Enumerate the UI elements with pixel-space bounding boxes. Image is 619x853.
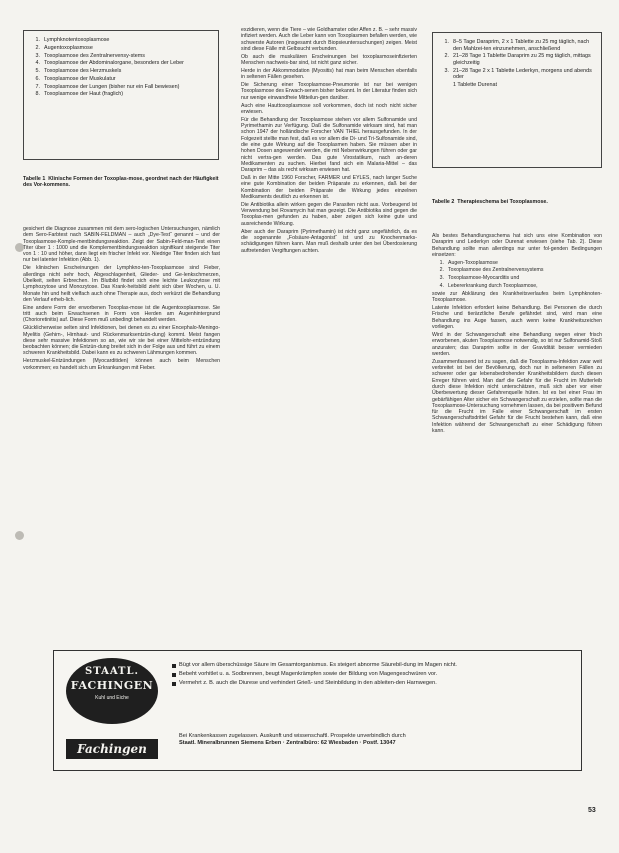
table-2-caption-text: Therapieschema bei Toxoplasmose. xyxy=(457,199,548,205)
list-item xyxy=(437,68,597,81)
list-item-number: 1. xyxy=(35,37,40,43)
table-2-list xyxy=(437,39,597,89)
table-1 xyxy=(23,30,219,160)
paragraph: Die klinischen Erscheinungen der Lymphkno-ten-Toxoplasmose sind Fieber, allerdings nicht sehr hoch, Abgeschlagenheit, Glieder- und Ge-lenkschmerzen, Übelkeit, selten Erbrechen. Im Blutbild findet sich eine leichte Leukozytose mit Lymphozytose und Monozytose. Das Krank-heitsbild zieht sich über Wochen, u. U. Monate hin und heilt vielfach auch ohne Therapie aus, doch verkürzt die Behandlung den Verlauf erheb-lich. xyxy=(23,265,220,303)
list-item xyxy=(432,275,602,281)
list-item-text: Toxoplasmose der Muskulatur xyxy=(44,75,116,82)
paragraph: exzidieren, wenn die Tiere – wie Goldhamster oder Affen z. B. – sehr massiv infiziert werden. Auch die Leber kann von Toxoplasmen befallen werden, wie schwerste Autoren (insgesamt durch Biopsieuntersuchungen) zeigen. Meist sind diese Fälle mit Gelbsucht verbunden. xyxy=(241,27,417,52)
fachingen-seal xyxy=(66,658,158,724)
seal-middle-text: FACHINGEN xyxy=(70,679,154,692)
list-item xyxy=(28,68,214,75)
list-item xyxy=(437,39,597,52)
list-item-text: Lymphknotentoxoplasmose xyxy=(44,37,110,43)
list-item-number: 3. xyxy=(439,274,444,281)
list-item-text: Toxoplasmose der Abdominalorgane, besonders der Leber xyxy=(44,60,184,67)
ad-bullet-list xyxy=(172,662,570,689)
seal-top-text: STAATL. xyxy=(84,666,140,677)
list-item xyxy=(28,37,214,44)
paragraph: Ob auch die muskulären Erscheinungen bei toxoplasmoseinfizierten Menschen nachweis-bar sind, ist nicht ganz sicher. xyxy=(241,53,417,67)
paragraph: Die Sicherung einer Toxoplasmose-Pneumonie ist nur bei wenigen Toxoplasmose des Erwach-senen bisher bekannt. In der Literatur finden sich nur wenige einwandfreie Mitteilun-gen darüber. xyxy=(241,82,417,101)
list-item-number: 1. xyxy=(439,259,444,266)
ad-footer xyxy=(179,733,577,747)
list-item-number xyxy=(437,82,453,89)
list-item xyxy=(28,84,214,91)
list-item-text: 1 Tablette Durenat xyxy=(453,82,497,89)
page-number: 53 xyxy=(588,807,596,814)
paragraph: Glücklicherweise selten sind Infektionen, bei denen es zu einer Encephalo-Meningo-Myelitis (Gehirn-, Hirnhaut- und Rückenmarksentzün-dung) kommt. Meist fangen diese sehr massive Infektionen so an, wie wir sie bei einer Mittelohr-entzündung beobachten können; die Entzün-dung breitet sich in der Folge aus und führt zu einem schweren Krankheitsbild. Dabei kann es zu schweren Lähmungen kommen. xyxy=(23,325,220,357)
advertisement-box xyxy=(53,650,582,771)
list-item-text: 8–5 Tage Daraprim, 2 x 1 Tablette zu 25 mg täglich, nach den Mahlzei-ten einzunehmen, anschließend xyxy=(453,39,590,52)
list-item xyxy=(432,260,602,266)
column-3-text xyxy=(432,233,602,622)
list-item-number: 1. xyxy=(444,39,449,45)
seal-bottom-text: Kuhl und Eiche xyxy=(95,695,129,701)
paragraph: Die Antibiotika allein wirken gegen die Parasiten nicht aus. Vorbeugend ist Verwendung bei Rovamycin hat man gezeigt. Die Antibiotika sind gegen die Toxoplas-men gefunden zu haben, aber zeigen sich keine gute und ausreichende Wirkung. xyxy=(241,201,417,227)
list-item-text: Toxoplasmose des Zentralnervensy-stems xyxy=(44,52,145,59)
paragraph: Wird in der Schwangerschaft eine Behandlung wegen einer frisch erworbenen, akuten Toxoplasmose notwendig, so ist nur Sulfonamid-Stoß anzuraten; das Daraprim sollte in der Gravidität besser vermieden werden. xyxy=(432,331,602,357)
table-2-caption xyxy=(432,199,602,205)
paragraph: Zusammenfassend ist zu sagen, daß die Toxoplasma-Infektion zwar weit verbreitet ist bei der Bevölkerung, doch nur in selteneren Fällen zu schwerer oder gar lebensbedrohender Krankheitsbildern durch diesen Erreger führen wird. Man darf die Gefahr für die Frucht im Mutterleib durch diese Infektion nicht unterschätzen, muß sich aber vor einer Überbewertung dieser Gefahrenquelle hüten. Ist es bei einer Frau im gebärfähigen Alter sicher ein Schwangerschaft zu erzielen, sollte man die Toxoplasmose-Untersuchung vornehmen lassen, da bei positivem Befund für die Frucht im Falle einer Schwangerschaft im ersten Schwangerschaftsdrittel Gefahr für die Frucht bestehen kann, daß eine Infektion während der Schwangerschaft zu einer Schädigung führen kann. xyxy=(432,358,602,434)
list-item xyxy=(28,45,214,52)
list-item-text: Augentoxoplasmose xyxy=(44,44,93,51)
list-item-number: 2. xyxy=(439,267,444,274)
list-item-number: 2. xyxy=(444,53,449,60)
paragraph: Für die Behandlung der Toxoplasmose stehen vor allem Sulfonamide und Pyrimethamin zur Verfügung. Daß die Sulfonamide wirksam sind, hat man schon 1947 der holländische Forscher VAN THIEL herausgefunden. In der Folgezeit stellte man fest, daß es vor allem die Di- und Tri-Sulfonamide sind, die eine gute Wirkung auf die Toxoplasmen haben. Sie müssen aber in hohen Dosen angewendet werden, die mit Nebenwirkungen führen oder gar nicht vertra-gen werden. Das gute Virostatikum, nach an-deren Medikamenten zu suchen. Hierbei fand sich ein Malaria-Mittel – das Daraprim – das als recht wirksam erwiesen hat. xyxy=(241,116,417,174)
column-1-text xyxy=(23,226,220,622)
list-item-number: 2. xyxy=(35,44,40,51)
bullet-square-icon xyxy=(172,673,176,677)
fachingen-logo xyxy=(66,739,158,759)
list-item-text: Toxoplasmose-Myocarditis und xyxy=(448,274,520,281)
paragraph: Aber auch der Daraprim (Pyrimethamin) ist nicht ganz ungefährlich, da es die sogenannte „Folsäure-Antagonist“ ist und zu Knochenmarks-schädigungen führen kann. Man muß deshalb unter den bei Überdosierung auftretenden Vergiftungen achten. xyxy=(241,228,417,254)
table-1-caption-label: Tabelle 1 xyxy=(23,176,46,182)
paragraph: Eine andere Form der erworbenen Toxoplas-mose ist die Augentoxoplasmose. Sie tritt auch beim Erwachsenen in Form von Herden am Augenhintergrund (Chorioretinitis) auf. Diese Form muß unbedingt behandelt werden. xyxy=(23,304,220,324)
table-2-caption-label: Tabelle 2 xyxy=(432,199,455,205)
list-item xyxy=(28,76,214,83)
list-item-number: 4. xyxy=(439,282,444,289)
paragraph: Herzmuskel-Entzündungen (Myocarditiden) können auch beim Menschen vorkommen; es handelt sich um Erkrankungen mit Fieber. xyxy=(23,358,220,371)
table-1-caption-text: Klinische Formen der Toxoplas-mose, geordnet nach der Häufigkeit des Vor-kommens. xyxy=(23,176,219,189)
ad-footer-line-2: Staatl. Mineralbrunnen Siemens Erben · Zentralbüro: 62 Wiesbaden · Postf. 13047 xyxy=(179,740,396,746)
ad-footer-line-1: Bei Krankenkassen zugelassen. Auskunft und wissenschaftl. Prospekte unverbindlich durch xyxy=(179,733,406,739)
list-item xyxy=(437,53,597,66)
ad-bullet xyxy=(172,662,570,669)
list-item xyxy=(432,283,602,289)
bullet-square-icon xyxy=(172,682,176,686)
list-item-text: Toxoplasmose des Zentralnervensystems xyxy=(448,267,544,274)
logo-text: Fachingen xyxy=(77,742,147,756)
column-3-paragraphs xyxy=(432,291,602,434)
list-item xyxy=(28,91,214,98)
list-item-number: 4. xyxy=(35,60,40,67)
paragraph: Latente Infektion erfordert keine Behandlung. Bei Personen die durch Frische und tierärztliche Berufe gefährdet sind, wird man eine Behandlung ins Auge fassen, auch wenn keine Krankheitszeichen vorliegen. xyxy=(432,305,602,331)
ad-bullet xyxy=(172,680,570,687)
list-item-text: Augen-Toxoplasmose xyxy=(448,259,498,266)
bullet-square-icon xyxy=(172,664,176,668)
paragraph: Daß in der Mitte 1960 Forscher, FARMER und EYLES, nach langer Suche eine gute Kombination der beiden Präparate zu erkennen, daß bei der Kombination der beiden Präparate die Wirkung jedes einzelnen Medikaments deutlich zu erkennen ist. xyxy=(241,175,417,200)
table-1-caption xyxy=(23,176,219,189)
list-item-number: 8. xyxy=(35,91,40,98)
paragraph: gesichert die Diagnose zusammen mit dem sero-logischen Untersuchungen, nämlich dem Sero-Farbtest nach SABIN-FELDMAN – auch „Dye-Test“ genannt – und der Toxoplasmose-Komple-mentbindungsreaktion. Zeigt der Sabin-Feld-man-Test einen Titer über 1 : 1000 und die Komplementbindungsreaktion signifikant steigende Titer von 1 : 10 und höher, dann liegt ein frischer Infekt vor. Niedrige Titer finden sich fast nur bei latenter Infektion (Abb. 1). xyxy=(23,226,220,264)
list-item xyxy=(28,53,214,60)
ad-bullet-text: Bebeht vorhitlet u. a. Sodbrennen, beugt Magenkrämpfen sowie der Bildung von Magengeschwüren vor. xyxy=(179,671,438,677)
list-item-number: 3. xyxy=(444,67,449,74)
ad-bullet-text: Vermehrt z. B. auch die Diurese und verhindert Grieß- und Steinbildung in den ableiten-den Harnwegen. xyxy=(179,680,437,686)
list-item-text: Toxoplasmose der Haut (fraglich) xyxy=(44,91,124,98)
column-2-text xyxy=(241,27,417,622)
ad-bullet-text: Bügt vor allem überschüssige Säure im Gesamtorganismus. Es steigert abnorme Säurebil-dung im Magen nicht. xyxy=(179,662,457,668)
list-item-number: 3. xyxy=(35,52,40,59)
list-item xyxy=(437,82,597,89)
paragraph: Auch eine Hauttoxoplasmose soll vorkommen, doch ist noch nicht sicher erwiesen. xyxy=(241,102,417,115)
list-item-number: 6. xyxy=(35,75,40,82)
list-item-text: 21–28 Tage 1 Tablette Daraprim zu 25 mg täglich, mittags gleichzeitig xyxy=(453,53,591,66)
table-1-list xyxy=(28,37,214,98)
list-item-text: Toxoplasmose der Lungen (bisher nur ein Fall bewiesen) xyxy=(44,83,180,90)
list-item-text: 21–28 Tage 2 x 1 Tablette Lederkyn, morgens und abends oder xyxy=(453,67,592,81)
paragraph: Herde in der Akkommodation (Myositis) hat man beim Menschen ebenfalls in seltenen Fällen gesehen. xyxy=(241,67,417,81)
list-item-text: Toxoplasmose des Herzmuskels xyxy=(44,68,122,75)
list-item-number: 7. xyxy=(35,83,40,90)
list-item xyxy=(432,267,602,273)
table-2 xyxy=(432,32,602,168)
list-item xyxy=(28,60,214,67)
ad-bullet xyxy=(172,671,570,678)
conditions-list xyxy=(432,260,602,289)
list-item-number: 5. xyxy=(35,68,40,75)
list-item-text: Lebererkrankung durch Toxoplasmose, xyxy=(448,282,538,289)
paragraph: sowie zur Abklärung des Krankheitsverlaufes beim Lymphknoten-Toxoplasmose. xyxy=(432,290,602,304)
column-3-intro: Als bestes Behandlungsschema hat sich uns eine Kombination von Daraprim und Lederkyn oder Durenat erwiesen (siehe Tab. 2). Diese Behandlung sollte man allerdings nur unter fol-genden Bedingungen einsetzen: xyxy=(432,233,602,258)
